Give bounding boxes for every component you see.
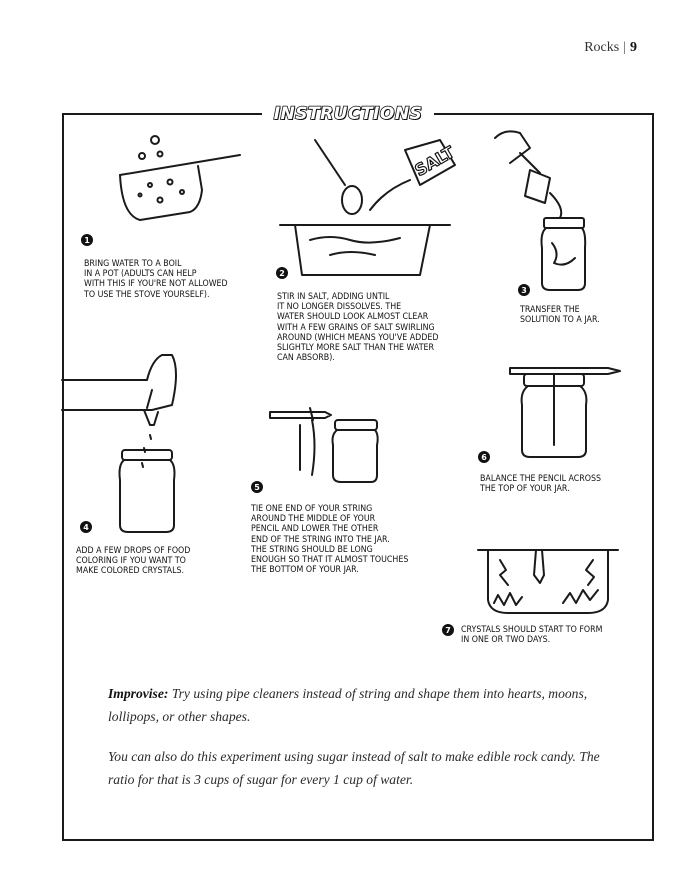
step-7-badge: 7: [442, 624, 454, 636]
improvise-text: Try using pipe cleaners instead of string and shape them into hearts, moons, lollipops, or other shapes.: [108, 686, 588, 724]
step-3-text: TRANSFER THE SOLUTION TO A JAR.: [520, 305, 600, 326]
section-name: Rocks: [584, 40, 620, 55]
food-coloring-illustration: [62, 330, 192, 520]
running-header: [584, 40, 637, 56]
step-6-text: BALANCE THE PENCIL ACROSS THE TOP OF YOUR JAR.: [480, 474, 602, 495]
step-2-text: STIR IN SALT, ADDING UNTIL IT NO LONGER DISSOLVES. THE WATER SHOULD LOOK ALMOST CLEAR WITH A FEW GRAINS OF SALT SWIRLING AROUND (WHICH MEANS YOU'VE ADDED SLIGHTLY MORE SALT THAN THE WATER CAN ABSORB).: [277, 292, 439, 364]
pencil-string-illustration: [265, 400, 385, 485]
step-4-badge: 4: [80, 521, 92, 533]
crystals-illustration: [478, 545, 628, 615]
step-6-badge: 6: [478, 451, 490, 463]
sugar-note-paragraph: You can also do this experiment using sugar instead of salt to make edible rock candy. The ratio for that is 3 cups of sugar for every 1 cup of water.: [108, 749, 600, 787]
header-separator: |: [623, 40, 626, 55]
improvise-paragraph: [108, 682, 628, 728]
pouring-into-jar-illustration: [490, 118, 610, 288]
step-4-text: ADD A FEW DROPS OF FOOD COLORING IF YOU WANT TO MAKE COLORED CRYSTALS.: [76, 546, 191, 577]
step-7-text: CRYSTALS SHOULD START TO FORM IN ONE OR TWO DAYS.: [461, 625, 603, 646]
step-2-badge: 2: [276, 267, 288, 279]
boiling-pot-illustration: [110, 130, 250, 230]
step-5-badge: 5: [251, 481, 263, 493]
step-1-text: BRING WATER TO A BOIL IN A POT (ADULTS CAN HELP WITH THIS IF YOU'RE NOT ALLOWED TO USE THE STOVE YOURSELF).: [84, 259, 228, 300]
improvise-label: Improvise:: [108, 686, 169, 701]
salt-label: SALT: [411, 142, 458, 181]
salt-pouring-illustration: [290, 130, 460, 260]
pencil-on-jar-illustration: [508, 360, 628, 460]
step-1-badge: 1: [81, 234, 93, 246]
page-number: 9: [630, 40, 637, 55]
step-3-badge: 3: [518, 284, 530, 296]
instructions-title: INSTRUCTIONS: [262, 100, 434, 128]
step-5-text: TIE ONE END OF YOUR STRING AROUND THE MIDDLE OF YOUR PENCIL AND LOWER THE OTHER END OF THE STRING INTO THE JAR. THE STRING SHOULD BE LONG ENOUGH SO THAT IT ALMOST TOUCHES THE BOTTOM OF YOUR JAR.: [251, 504, 409, 576]
